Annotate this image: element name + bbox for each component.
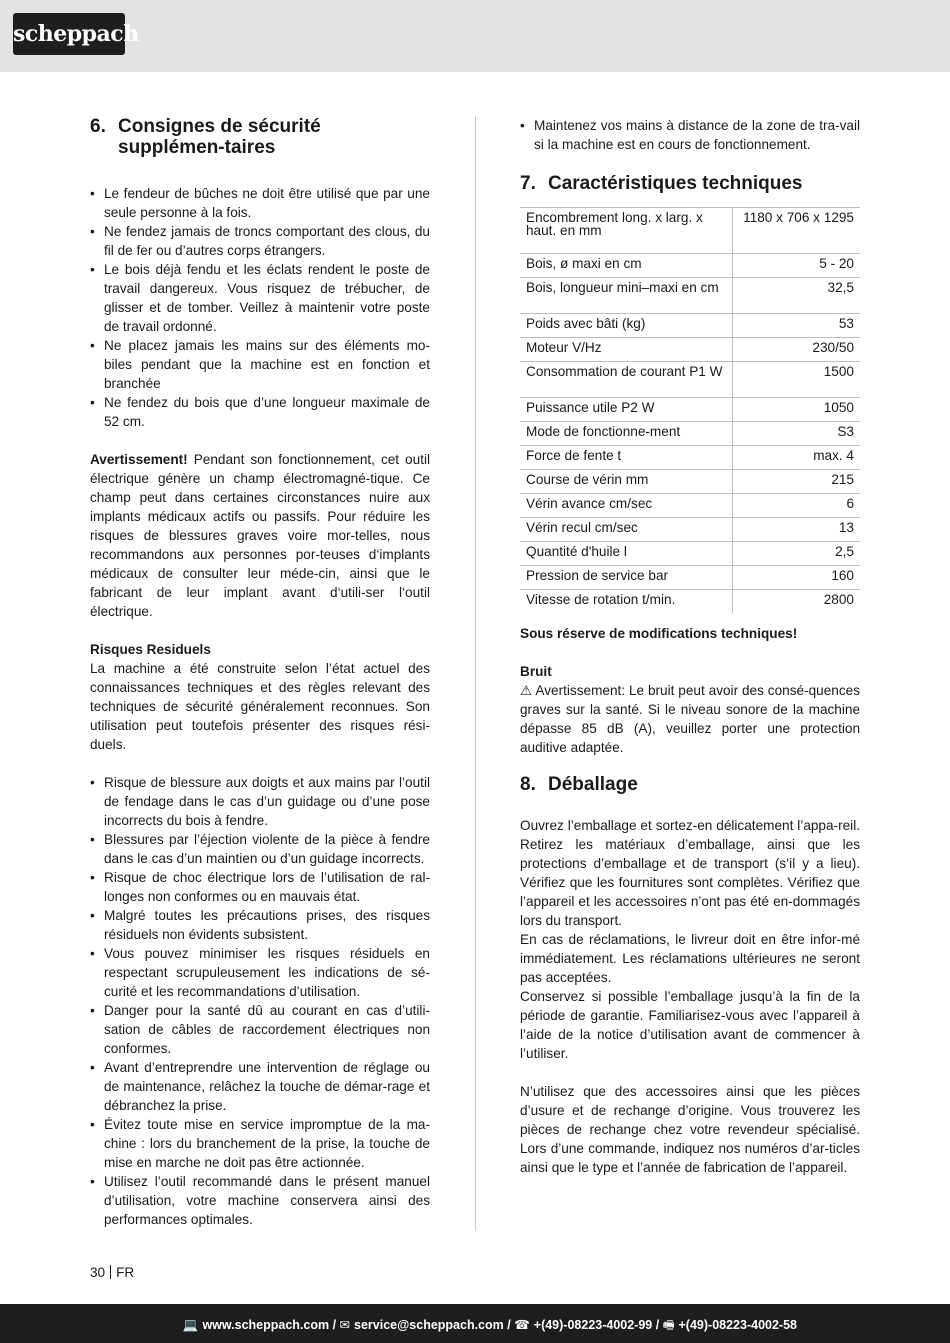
table-row: [520, 566, 860, 590]
specs-note: Sous réserve de modifications techniques!: [520, 626, 798, 641]
section-6-number: 6.: [90, 116, 106, 137]
fax-icon: 🖷: [662, 1318, 675, 1332]
warning-paragraph: [90, 450, 430, 621]
section-6-heading: [90, 116, 430, 158]
email-link[interactable]: service@scheppach.com: [354, 1318, 504, 1332]
noise-title: Bruit: [520, 664, 552, 679]
footer-contacts: [183, 1316, 797, 1337]
safety-bullet-list: [90, 184, 430, 431]
footer-separator: /: [503, 1318, 515, 1332]
spec-value: 230/50: [812, 340, 854, 355]
page-number-value: 30: [90, 1265, 106, 1280]
list-item: • Le fendeur de bûches ne doit être utilisé que par une seule personne à la fois.: [90, 184, 430, 222]
mail-icon: ✉: [339, 1318, 350, 1332]
spec-value: 1500: [823, 364, 854, 379]
table-row: [520, 278, 860, 314]
spec-label: Course de vérin mm: [520, 470, 733, 494]
warning-text: Pendant son fonctionnement, cet outil électrique génère un champ électromagné-tique. Ce champ peut dans certaines circonstances nuire aux implants médicaux actifs ou passifs. Pour réduire les risques de blessures graves voire mor-telles, nous recommandons aux personnes por-teuses d‘implants médicaux de consulter leur méde-cin, ainsi que le fabricant de leur implant avant d‘utili-ser l‘outil électrique.: [90, 452, 430, 619]
table-row: [520, 518, 860, 542]
spec-label: Poids avec bâti (kg): [520, 314, 733, 338]
section-8-title: Déballage: [548, 774, 638, 795]
table-row: [520, 446, 860, 470]
unpacking-text: [520, 816, 860, 1063]
table-row: [520, 338, 860, 362]
footer-separator: /: [329, 1318, 340, 1332]
spec-value: 1050: [823, 400, 854, 415]
list-item: • Le bois déjà fendu et les éclats rendent le poste de travail dangereux. Vous risquez de trébucher, de glisser et de tomber. Veillez à maintenir votre poste de travail ordonné.: [90, 260, 430, 336]
spec-value: 215: [831, 472, 854, 487]
noise-paragraph: [520, 681, 860, 757]
spec-value: 2800: [823, 592, 854, 607]
spec-value: max. 4: [813, 448, 854, 463]
table-row: [520, 542, 860, 566]
phone-icon: ☎: [514, 1318, 530, 1332]
page-separator: [110, 1265, 111, 1279]
table-row: [520, 254, 860, 278]
spec-label: Moteur V/Hz: [520, 338, 733, 362]
warning-label: Avertissement!: [90, 452, 188, 467]
unpacking-paragraph: Conservez si possible l’emballage jusqu’à la fin de la période de garantie. Familiarisez-vous avec l’appareil à l’aide de la notice d’utilisation avant de commencer à l’utiliser.: [520, 989, 860, 1061]
list-item: • Évitez toute mise en service impromptue de la ma-chine : lors du branchement de la prise, la touche de mise en marche ne doit pas être actionnée.: [90, 1115, 430, 1172]
table-row: [520, 208, 860, 254]
table-row: [520, 590, 860, 614]
spec-label: Force de fente t: [520, 446, 733, 470]
unpacking-paragraph: Ouvrez l’emballage et sortez-en délicatement l’appa-reil. Retirez les matériaux d’emballage, ainsi que les protections d’emballage et de transport (s’il y a lieu). Vérifiez que les fournitures sont complètes. Vérifiez que l’appareil et les accessoires n’ont pas été en-dommagés lors du transport.: [520, 818, 860, 928]
list-item: • Danger pour la santé dû au courant en cas d’utili-sation de câbles de raccordement électriques non conformes.: [90, 1001, 430, 1058]
section-6-title: Consignes de sécurité supplémen-taires: [118, 116, 321, 158]
table-row: [520, 314, 860, 338]
list-item: • Risque de choc électrique lors de l’utilisation de ral-longes non conformes ou en mauvais état.: [90, 868, 430, 906]
computer-icon: 💻: [182, 1318, 199, 1332]
section-7-number: 7.: [520, 173, 536, 194]
table-row: [520, 398, 860, 422]
hands-bullet-list: [520, 116, 860, 154]
residual-risks-text: La machine a été construite selon l’état actuel des connaissances techniques et des règles relevant des techniques de sécurité généralement reconnues. Son utilisation peut toutefois présenter des risques rési-duels.: [90, 661, 430, 752]
warning-triangle-icon: ⚠: [520, 683, 533, 698]
spec-label: Pression de service bar: [520, 566, 733, 590]
brand-logo: scheppach: [13, 13, 125, 55]
table-row: [520, 362, 860, 398]
website-link[interactable]: www.scheppach.com: [202, 1318, 330, 1332]
spec-value: 13: [838, 520, 854, 535]
specs-table: [520, 207, 860, 613]
spec-label: Bois, longueur mini–maxi en cm: [520, 278, 733, 314]
left-column: [90, 116, 430, 1229]
residual-risks-list: [90, 773, 430, 1229]
table-row: [520, 494, 860, 518]
list-item: • Utilisez l’outil recommandé dans le présent manuel d’utilisation, votre machine conservera ainsi des performances optimales.: [90, 1172, 430, 1229]
spec-label: Encombrement long. x larg. x haut. en mm: [520, 208, 733, 254]
list-item: • Maintenez vos mains à distance de la zone de tra-vail si la machine est en cours de fonctionnement.: [520, 116, 860, 154]
page-language: FR: [116, 1265, 135, 1280]
list-item: • Risque de blessure aux doigts et aux mains par l’outil de fendage dans le cas d’un guidage ou d’une pose incorrects du bois à fendre.: [90, 773, 430, 830]
spec-label: Consommation de courant P1 W: [520, 362, 733, 398]
list-item: • Avant d’entreprendre une intervention de réglage ou de maintenance, relâchez la touche de démar-rage et débranchez la prise.: [90, 1058, 430, 1115]
spec-value: 2,5: [835, 544, 854, 559]
fax-number: +(49)-08223-4002-58: [678, 1318, 797, 1332]
section-8-heading: [520, 774, 860, 795]
footer-bar: [0, 1304, 950, 1343]
list-item: • Ne fendez du bois que d’une longueur maximale de 52 cm.: [90, 393, 430, 431]
section-7-heading: [520, 173, 860, 194]
footer-separator: /: [652, 1318, 663, 1332]
spec-label: Bois, ø maxi en cm: [520, 254, 733, 278]
header-band: [0, 0, 950, 72]
column-divider: [475, 116, 476, 1230]
noise-text: Avertissement: Le bruit peut avoir des consé-quences graves sur la santé. Si le niveau sonore de la machine dépasse 85 dB (A), veuillez porter une protection auditive adaptée.: [520, 683, 860, 755]
spec-value: 1180 x 706 x 1295: [743, 210, 854, 225]
list-item: • Ne placez jamais les mains sur des éléments mo-biles pendant que la machine est en fonction et branchée: [90, 336, 430, 393]
spec-label: Puissance utile P2 W: [520, 398, 733, 422]
phone-number: +(49)-08223-4002-99: [533, 1318, 653, 1332]
accessories-paragraph: N’utilisez que des accessoires ainsi que les pièces d’usure et de rechange d’origine. Vous trouverez les pièces de rechange chez votre revendeur spécialisé. Lors d’une commande, indiquez nos numéros d’ar-ticles ainsi que le type et l’année de fabrication de l’appareil.: [520, 1084, 860, 1175]
spec-value: 5 - 20: [819, 256, 854, 271]
spec-value: S3: [837, 424, 854, 439]
page-number: [90, 1265, 134, 1280]
list-item: • Malgré toutes les précautions prises, des risques résiduels non évidents subsistent.: [90, 906, 430, 944]
spec-value: 53: [838, 316, 854, 331]
table-row: [520, 422, 860, 446]
spec-label: Vitesse de rotation t/min.: [520, 590, 733, 614]
spec-value: 32,5: [827, 280, 854, 295]
table-row: [520, 470, 860, 494]
spec-label: Vérin avance cm/sec: [520, 494, 733, 518]
list-item: • Ne fendez jamais de troncs comportant des clous, du fil de fer ou d’autres corps étrangers.: [90, 222, 430, 260]
spec-value: 160: [831, 568, 854, 583]
spec-value: 6: [846, 496, 854, 511]
spec-label: Vérin recul cm/sec: [520, 518, 733, 542]
section-7-title: Caractéristiques techniques: [548, 173, 803, 194]
right-column: [520, 116, 860, 1177]
residual-risks-title: Risques Residuels: [90, 642, 211, 657]
unpacking-paragraph: En cas de réclamations, le livreur doit en être infor-mé immédiatement. Les réclamations ultérieures ne seront pas acceptées.: [520, 932, 860, 985]
list-item: • Blessures par l’éjection violente de la pièce à fendre dans le cas d’un maintien ou d’un guidage incorrects.: [90, 830, 430, 868]
section-8-number: 8.: [520, 774, 536, 795]
spec-label: Quantité d'huile l: [520, 542, 733, 566]
spec-label: Mode de fonctionne-ment: [520, 422, 733, 446]
list-item: • Vous pouvez minimiser les risques résiduels en respectant scrupuleusement les indications de sé-curité et les recommandations d’utilisation.: [90, 944, 430, 1001]
